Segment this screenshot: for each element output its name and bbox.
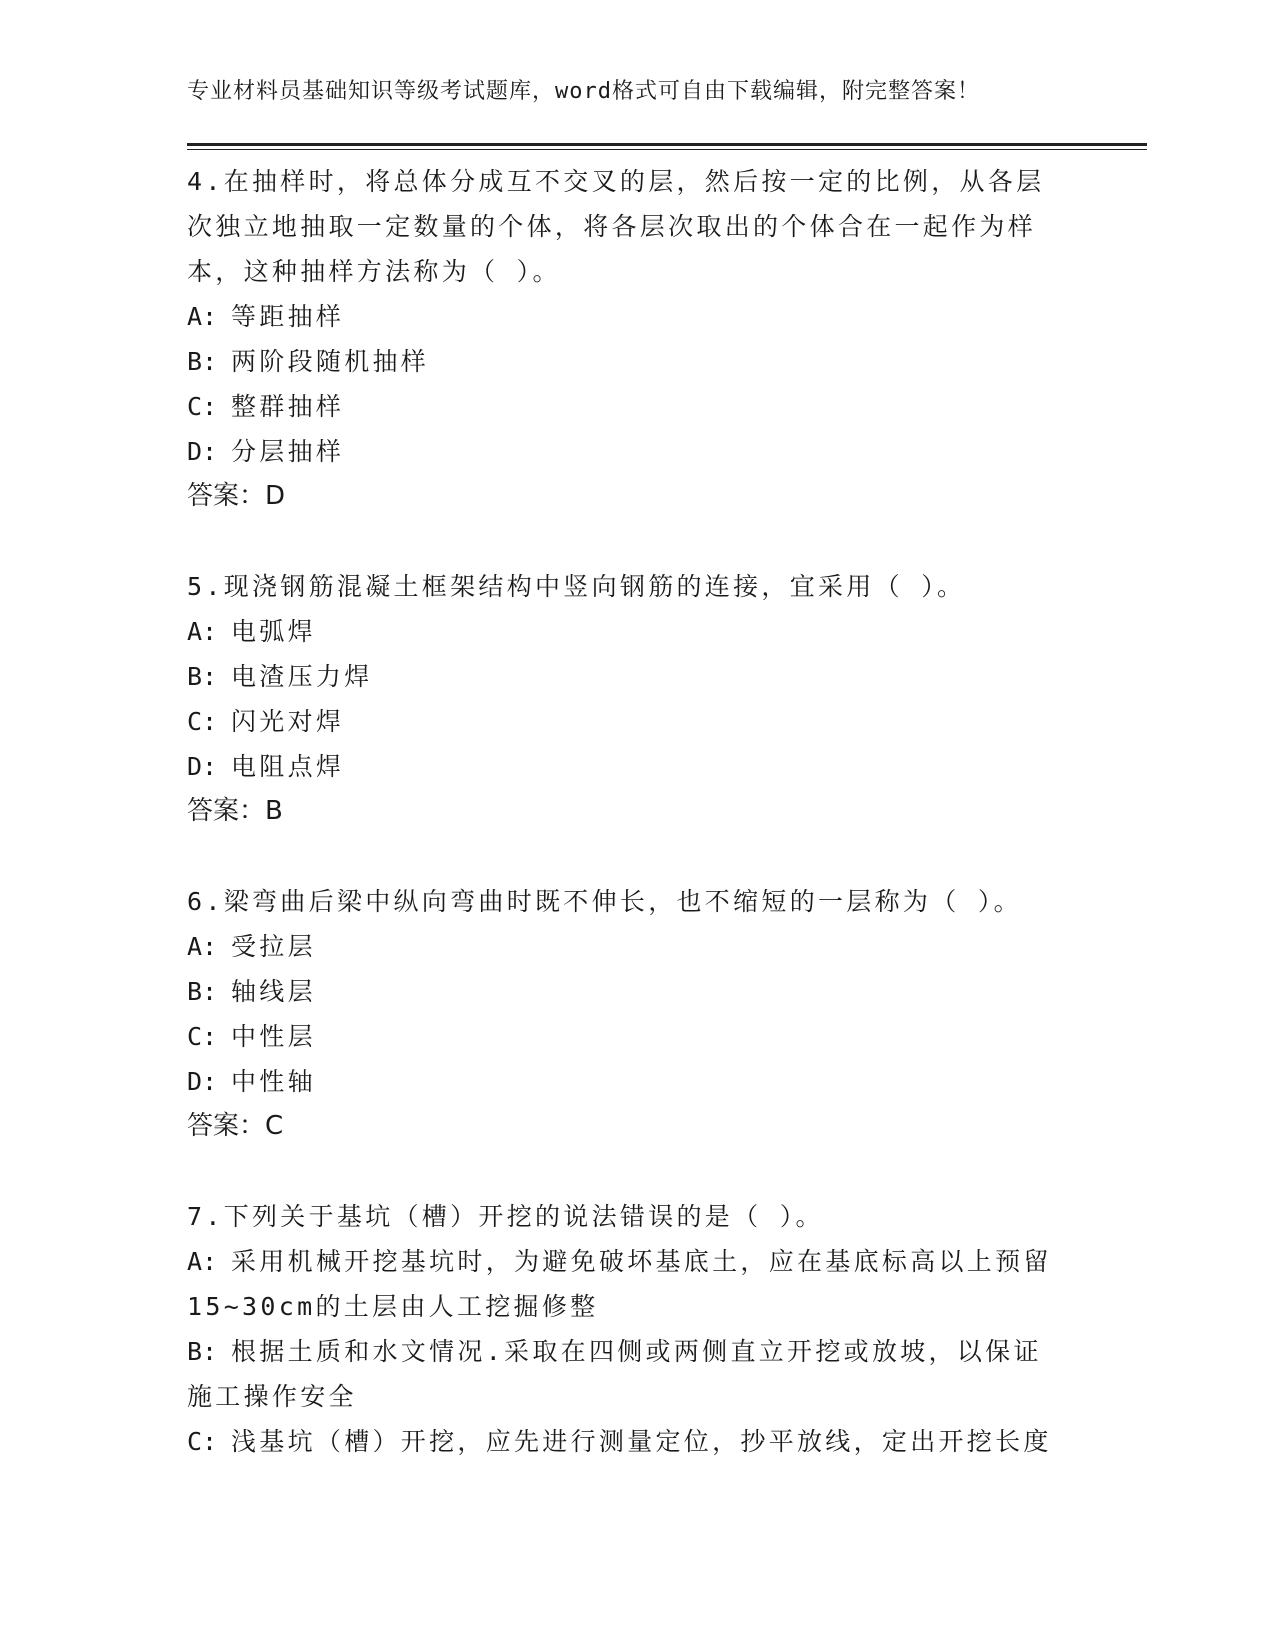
option-text: 等距抽样 [231, 302, 345, 331]
question-text-line: 次独立地抽取一定数量的个体，将各层次取出的个体合在一起作为样 [187, 212, 1037, 241]
answer-label: 答案：D [187, 481, 286, 511]
question-text-line: 4.在抽样时，将总体分成互不交叉的层，然后按一定的比例，从各层 [187, 167, 1045, 196]
option-text: 分层抽样 [231, 437, 345, 466]
question-text-line: 7.下列关于基坑（槽）开挖的说法错误的是（ ）。 [187, 1202, 824, 1231]
option-a [187, 294, 1147, 339]
option-key: D: [187, 437, 218, 466]
question-text-line: 6.梁弯曲后梁中纵向弯曲时既不伸长，也不缩短的一层称为（ ）。 [187, 887, 1022, 916]
option-b [187, 969, 1147, 1014]
option-key: A: [187, 302, 218, 331]
option-text: 电弧焊 [231, 617, 316, 646]
option-key: C: [187, 1022, 218, 1051]
option-text: 浅基坑（槽）开挖，应先进行测量定位，抄平放线，定出开挖长度 [231, 1427, 1052, 1456]
option-key: B: [187, 977, 218, 1006]
document-page [187, 0, 1147, 1650]
option-text: 闪光对焊 [231, 707, 345, 736]
option-b [187, 1329, 1147, 1374]
option-text: 电渣压力焊 [231, 662, 373, 691]
option-c [187, 699, 1147, 744]
option-key: B: [187, 1337, 218, 1366]
option-text: 中性层 [231, 1022, 316, 1051]
option-a-continuation: 15~30cm的土层由人工挖掘修整 [187, 1292, 599, 1321]
option-text: 采用机械开挖基坑时，为避免破坏基底土，应在基底标高以上预留 [231, 1247, 1052, 1276]
option-b [187, 339, 1147, 384]
option-text: 轴线层 [231, 977, 316, 1006]
option-text: 电阻点焊 [231, 752, 345, 781]
question-text-line: 本，这种抽样方法称为（ ）。 [187, 257, 561, 286]
option-key: C: [187, 392, 218, 421]
option-key: B: [187, 347, 218, 376]
option-key: D: [187, 752, 218, 781]
option-d [187, 1059, 1147, 1104]
option-key: C: [187, 1427, 218, 1456]
answer-label: 答案：B [187, 796, 283, 826]
question-list [187, 159, 1147, 1509]
option-key: C: [187, 707, 218, 736]
option-text: 根据土质和水文情况.采取在四侧或两侧直立开挖或放坡，以保证 [231, 1337, 1042, 1366]
option-a [187, 1239, 1147, 1284]
option-b [187, 654, 1147, 699]
option-text: 中性轴 [231, 1067, 316, 1096]
question-4 [187, 159, 1147, 519]
option-key: A: [187, 617, 218, 646]
header-rule-thin [187, 149, 1147, 150]
question-5 [187, 564, 1147, 834]
question-text-line: 5.现浇钢筋混凝土框架结构中竖向钢筋的连接，宜采用（ ）。 [187, 572, 966, 601]
question-7 [187, 1194, 1147, 1464]
option-key: A: [187, 932, 218, 961]
answer-label: 答案：C [187, 1111, 284, 1141]
option-c [187, 384, 1147, 429]
option-c [187, 1014, 1147, 1059]
option-c [187, 1419, 1147, 1464]
header-rule-thick [187, 143, 1147, 146]
option-text: 受拉层 [231, 932, 316, 961]
option-a [187, 609, 1147, 654]
option-text: 整群抽样 [231, 392, 345, 421]
option-d [187, 429, 1147, 474]
option-key: B: [187, 662, 218, 691]
page-header: 专业材料员基础知识等级考试题库，word格式可自由下载编辑，附完整答案！ [187, 79, 980, 104]
option-key: A: [187, 1247, 218, 1276]
option-d [187, 744, 1147, 789]
option-a [187, 924, 1147, 969]
option-b-continuation: 施工操作安全 [187, 1382, 357, 1411]
option-text: 两阶段随机抽样 [231, 347, 430, 376]
question-6 [187, 879, 1147, 1149]
option-key: D: [187, 1067, 218, 1096]
